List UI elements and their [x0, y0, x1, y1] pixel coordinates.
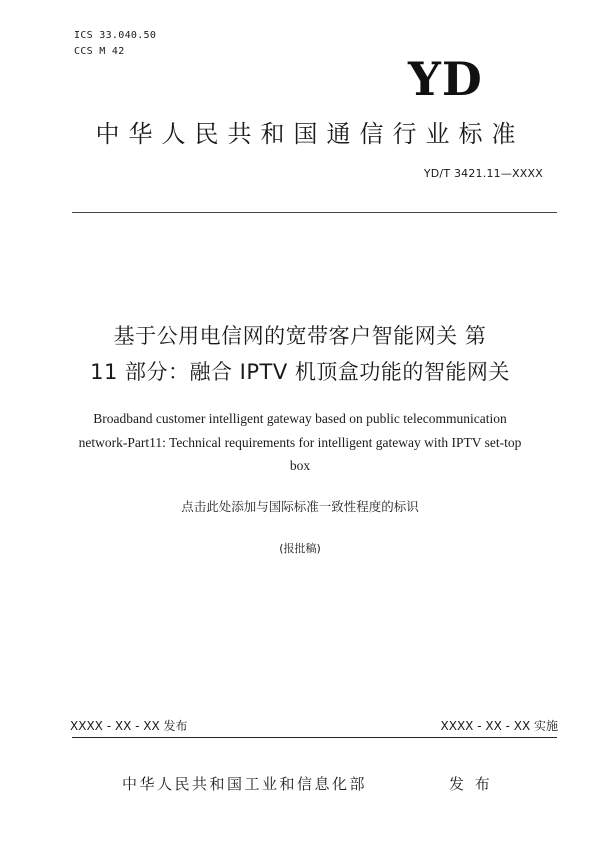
- consistency-note: 点击此处添加与国际标准一致性程度的标识: [181, 499, 419, 514]
- implement-date: XXXX - XX - XX 实施: [440, 719, 558, 733]
- chinese-title-line-2: 11 部分：融合 IPTV 机顶盒功能的智能网关: [90, 360, 510, 384]
- yd-logo: YD: [408, 52, 483, 106]
- standard-number: YD/T 3421.11—XXXX: [423, 167, 543, 180]
- english-title-line-3: box: [289, 458, 311, 473]
- english-title-line-1: Broadband customer intelligent gateway based on public telecommunication: [93, 411, 507, 426]
- english-title-line-2: network-Part11: Technical requirements for intelligent gateway with IPTV set-top: [78, 435, 522, 450]
- publish-date: XXXX - XX - XX 发布: [70, 719, 188, 733]
- chinese-title-line-1: 基于公用电信网的宽带客户智能网关 第: [113, 324, 487, 348]
- ccs-code: CCS M 42: [74, 46, 125, 57]
- header-divider: [72, 212, 557, 213]
- issue-label: 发 布: [449, 775, 493, 793]
- footer-divider: [72, 737, 557, 738]
- industry-standard-title: 中华人民共和国通信行业标准: [95, 120, 525, 148]
- ics-code: ICS 33.040.50: [74, 30, 157, 41]
- issuer-name: 中华人民共和国工业和信息化部: [122, 775, 368, 793]
- draft-status: (报批稿): [279, 542, 321, 555]
